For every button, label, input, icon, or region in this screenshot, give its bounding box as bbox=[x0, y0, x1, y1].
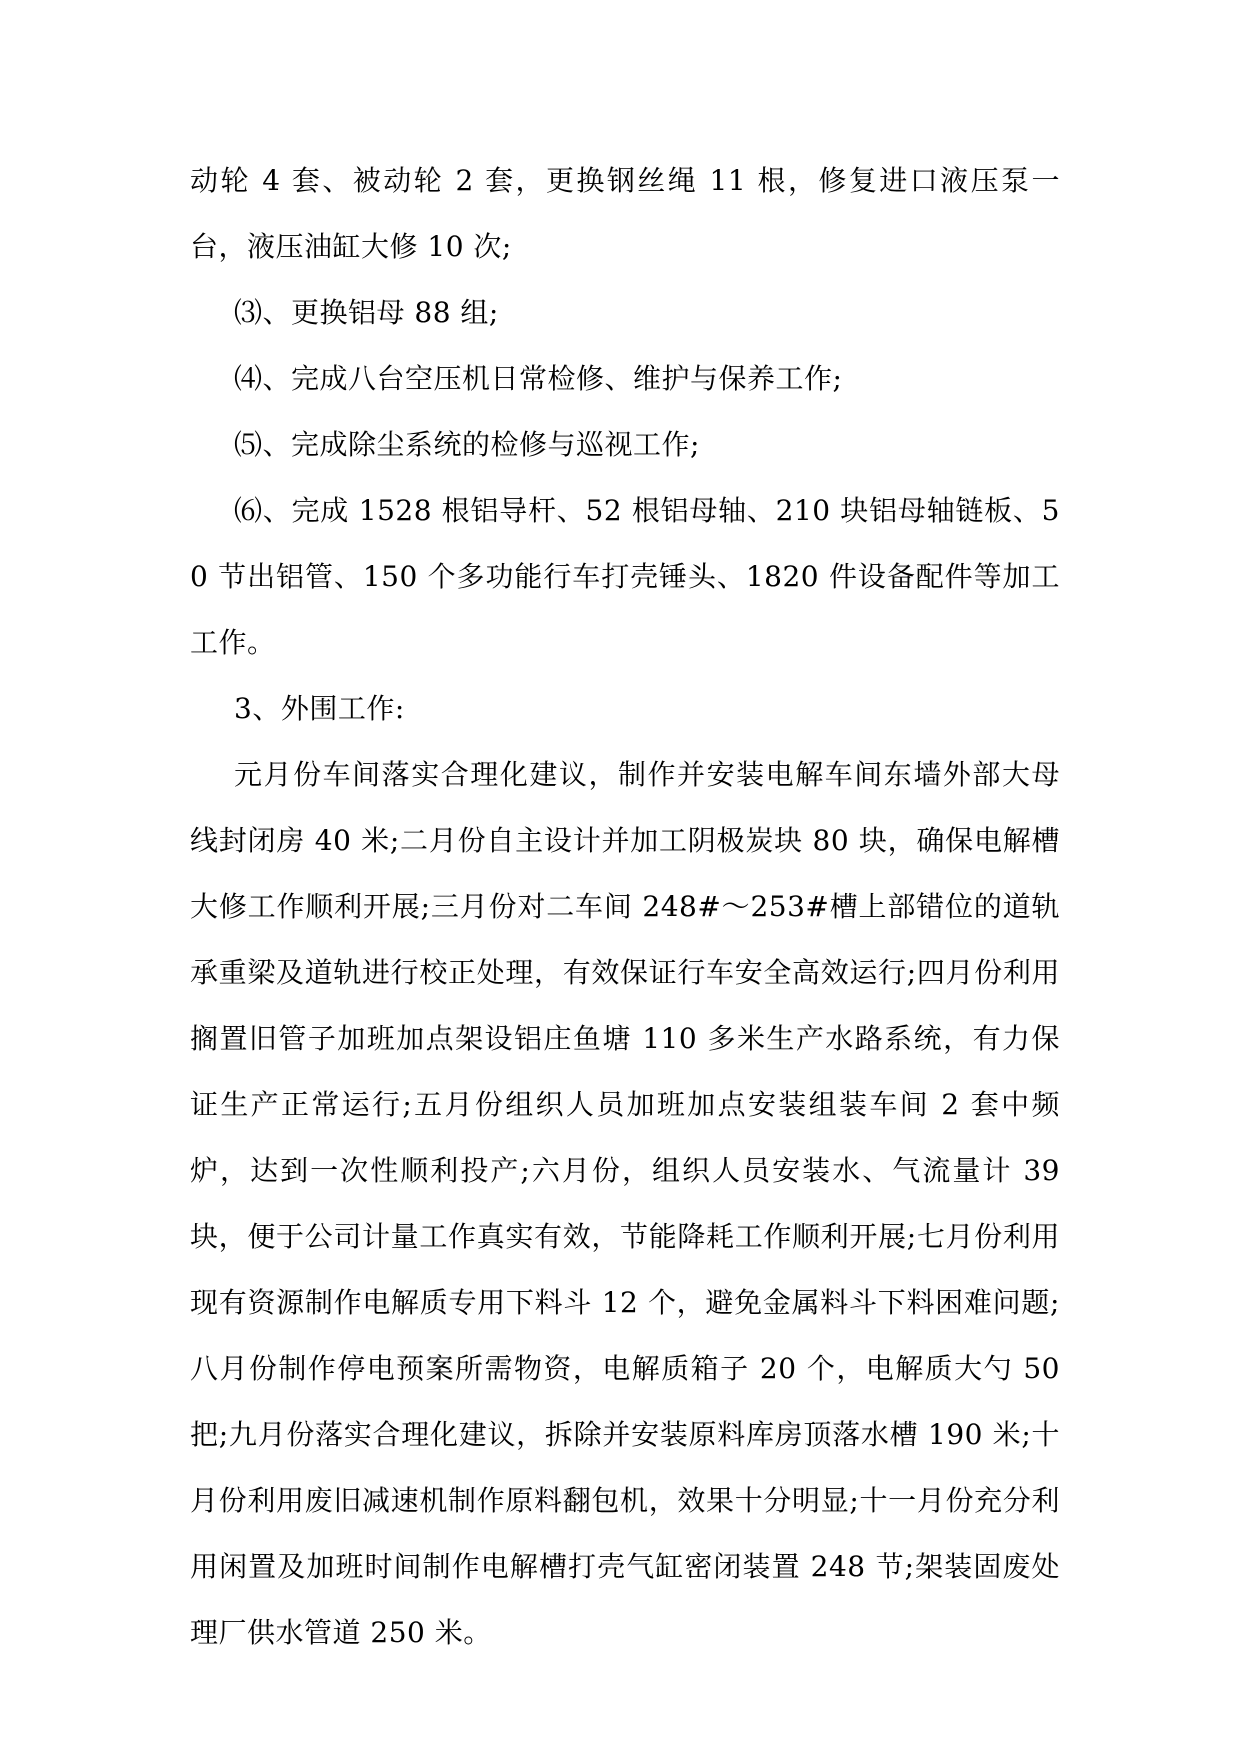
paragraph-continuation: 动轮 4 套、被动轮 2 套，更换钢丝绳 11 根，修复进口液压泵一台，液压油缸大修 10 次; bbox=[190, 164, 1060, 263]
paragraph-item-4: ⑷、完成八台空压机日常检修、维护与保养工作; bbox=[234, 362, 843, 395]
paragraph-item-3: ⑶、更换铝母 88 组; bbox=[234, 296, 499, 329]
paragraph-body: 元月份车间落实合理化建议，制作并安装电解车间东墙外部大母线封闭房 40 米;二月份自主设计并加工阴极炭块 80 块，确保电解槽大修工作顺利开展;三月份对二车间 248#～253#槽上部错位的道轨承重梁及道轨进行校正处理，有效保证行车安全高效运行;四月份利用搁置旧管子加班加点架设铝庄鱼塘 110 多米生产水路系统，有力保证生产正常运行;五月份组织人员加班加点安装组装车间 2 套中频炉，达到一次性顺利投产;六月份，组织人员安装水、气流量计 39 块，便于公司计量工作真实有效，节能降耗工作顺利开展;七月份利用现有资源制作电解质专用下料斗 12 个，避免金属料斗下料困难问题;八月份制作停电预案所需物资，电解质箱子 20 个，电解质大勺 50 把;九月份落实合理化建议，拆除并安装原料库房顶落水槽 190 米;十月份利用废旧减速机制作原料翻包机，效果十分明显;十一月份充分利用闲置及加班时间制作电解槽打壳气缸密闭装置 248 节;架装固废处理厂供水管道 250 米。 bbox=[190, 758, 1060, 1649]
paragraph-item-5: ⑸、完成除尘系统的检修与巡视工作; bbox=[234, 428, 700, 461]
document-body bbox=[190, 148, 1060, 1666]
section-heading: 3、外围工作: bbox=[234, 692, 405, 725]
paragraph-item-6: ⑹、完成 1528 根铝导杆、52 根铝母轴、210 块铝母轴链板、50 节出铝管、150 个多功能行车打壳锤头、1820 件设备配件等加工工作。 bbox=[190, 494, 1060, 659]
